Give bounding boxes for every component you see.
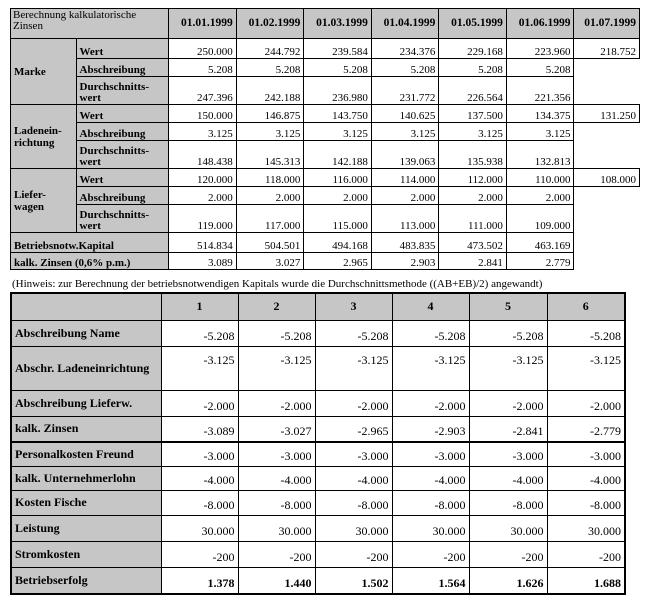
cell-value: 2.779 [506, 253, 574, 270]
table-row [11, 141, 640, 169]
row-label: Abschreibung Lieferw. [11, 390, 161, 416]
cell-value: 117.000 [236, 205, 304, 233]
cell-value: -3.125 [315, 346, 392, 390]
cell-value: 146.875 [236, 105, 304, 123]
row-label: Kosten Fische [11, 490, 161, 515]
cell-value: 3.027 [236, 253, 304, 270]
cell-value: -2.000 [469, 390, 547, 416]
cell-value: 113.000 [371, 205, 439, 233]
table-row [11, 346, 625, 390]
cell-value: -200 [161, 541, 238, 567]
row-label: Abschreibung [76, 59, 169, 77]
cell-value: 221.356 [506, 77, 574, 105]
empty-cell [574, 141, 640, 169]
cell-value: -4.000 [238, 466, 315, 490]
group-label: Liefer-wagen [11, 169, 77, 233]
table-row [11, 442, 625, 466]
cell-value: 114.000 [371, 169, 439, 187]
empty-cell [574, 205, 640, 233]
cell-value: 108.000 [574, 169, 640, 187]
row-label: Personalkosten Freund [11, 442, 161, 466]
cell-value: -2.000 [547, 390, 625, 416]
table-row [11, 77, 640, 105]
table-row [11, 253, 640, 270]
cell-value: -8.000 [238, 490, 315, 515]
table-row [11, 105, 640, 123]
cell-value: 247.396 [169, 77, 237, 105]
date-header: 01.06.1999 [506, 9, 574, 39]
cell-value: -4.000 [315, 466, 392, 490]
table-row [11, 39, 640, 59]
cell-value: 5.208 [371, 59, 439, 77]
cell-value: -2.841 [469, 416, 547, 442]
cell-value: -2.000 [238, 390, 315, 416]
method-note: (Hinweis: zur Berechnung der betriebsnotwendigen Kapitals wurde die Durchschnittsmethode ((AB+EB)/2) angewandt) [12, 278, 543, 290]
row-label: Abschreibung Name [11, 320, 161, 346]
cell-value: 112.000 [439, 169, 507, 187]
cell-value: 244.792 [236, 39, 304, 59]
table-row [11, 416, 625, 442]
cell-value: 250.000 [169, 39, 237, 59]
cell-value: 143.750 [304, 105, 372, 123]
cell-value: 142.188 [304, 141, 372, 169]
cell-value: -5.208 [315, 320, 392, 346]
cell-value: -8.000 [161, 490, 238, 515]
table-row [11, 205, 640, 233]
date-header-row [11, 9, 640, 39]
period-header: 4 [392, 293, 469, 320]
cell-value: 226.564 [439, 77, 507, 105]
cell-value: 145.313 [236, 141, 304, 169]
table-row [11, 466, 625, 490]
row-label: Leistung [11, 515, 161, 541]
cell-value: 2.841 [439, 253, 507, 270]
cell-value: 2.000 [371, 187, 439, 205]
cell-value: 463.169 [506, 233, 574, 253]
cell-value: 2.000 [169, 187, 237, 205]
table-row [11, 567, 625, 594]
cell-value: 1.626 [469, 567, 547, 594]
cell-value: 494.168 [304, 233, 372, 253]
date-header: 01.07.1999 [574, 9, 640, 39]
cell-value: 3.125 [371, 123, 439, 141]
row-label: Abschreibung [76, 187, 169, 205]
cell-value: 1.564 [392, 567, 469, 594]
cell-value: -4.000 [547, 466, 625, 490]
cell-value: -200 [392, 541, 469, 567]
cell-value: 120.000 [169, 169, 237, 187]
cell-value: 473.502 [439, 233, 507, 253]
cell-value: -3.000 [315, 442, 392, 466]
row-label: Abschreibung [76, 123, 169, 141]
cell-value: 116.000 [304, 169, 372, 187]
table-row [11, 320, 625, 346]
cell-value: 2.903 [371, 253, 439, 270]
interest-calculation-table [10, 8, 640, 270]
empty-cell [574, 187, 640, 205]
row-label: Stromkosten [11, 541, 161, 567]
cell-value: 150.000 [169, 105, 237, 123]
cell-value: 3.089 [169, 253, 237, 270]
operating-result-table [10, 292, 626, 595]
cell-value: 5.208 [506, 59, 574, 77]
cell-value: 223.960 [506, 39, 574, 59]
row-label: kalk. Unternehmerlohn [11, 466, 161, 490]
cell-value: 1.378 [161, 567, 238, 594]
cell-value: -8.000 [469, 490, 547, 515]
empty-cell [574, 253, 640, 270]
group-label: Ladenein-richtung [11, 105, 77, 169]
row-label: Wert [76, 105, 169, 123]
cell-value: -3.089 [161, 416, 238, 442]
cell-value: 229.168 [439, 39, 507, 59]
cell-value: -3.027 [238, 416, 315, 442]
date-header: 01.05.1999 [439, 9, 507, 39]
row-label: kalk. Zinsen (0,6% p.m.) [11, 253, 169, 270]
empty-cell [574, 123, 640, 141]
cell-value: 2.000 [236, 187, 304, 205]
row-label: Durchschnitts-wert [76, 77, 169, 105]
cell-value: 514.834 [169, 233, 237, 253]
cell-value: -3.000 [161, 442, 238, 466]
table-row [11, 515, 625, 541]
cell-value: -3.000 [469, 442, 547, 466]
cell-value: 134.375 [506, 105, 574, 123]
cell-value: 118.000 [236, 169, 304, 187]
empty-cell [574, 59, 640, 77]
cell-value: -5.208 [392, 320, 469, 346]
table-row [11, 59, 640, 77]
cell-value: -4.000 [469, 466, 547, 490]
cell-value: 2.000 [304, 187, 372, 205]
table-row [11, 233, 640, 253]
cell-value: 119.000 [169, 205, 237, 233]
cell-value: -2.903 [392, 416, 469, 442]
cell-value: 483.835 [371, 233, 439, 253]
cell-value: 137.500 [439, 105, 507, 123]
cell-value: -4.000 [161, 466, 238, 490]
cell-value: 2.965 [304, 253, 372, 270]
empty-cell [574, 77, 640, 105]
cell-value: -2.000 [315, 390, 392, 416]
cell-value: -8.000 [315, 490, 392, 515]
cell-value: 3.125 [169, 123, 237, 141]
cell-value: -200 [315, 541, 392, 567]
table-row [11, 123, 640, 141]
date-header: 01.01.1999 [169, 9, 237, 39]
period-header: 6 [547, 293, 625, 320]
cell-value: -2.000 [392, 390, 469, 416]
row-label: Abschr. Ladeneinrichtung [11, 346, 161, 390]
cell-value: 132.813 [506, 141, 574, 169]
cell-value: 239.584 [304, 39, 372, 59]
cell-value: -3.125 [392, 346, 469, 390]
table-row [11, 541, 625, 567]
cell-value: 1.440 [238, 567, 315, 594]
cell-value: 1.688 [547, 567, 625, 594]
cell-value: -8.000 [547, 490, 625, 515]
table-row [11, 187, 640, 205]
table-row [11, 390, 625, 416]
cell-value: -5.208 [238, 320, 315, 346]
group-label: Marke [11, 39, 77, 105]
cell-value: 115.000 [304, 205, 372, 233]
cell-value: -2.000 [161, 390, 238, 416]
cell-value: 131.250 [574, 105, 640, 123]
table-row [11, 169, 640, 187]
cell-value: 30.000 [547, 515, 625, 541]
period-header-row [11, 293, 625, 320]
cell-value: 30.000 [469, 515, 547, 541]
cell-value: 30.000 [392, 515, 469, 541]
period-header: 1 [161, 293, 238, 320]
cell-value: 30.000 [238, 515, 315, 541]
date-header: 01.03.1999 [304, 9, 372, 39]
cell-value: -2.965 [315, 416, 392, 442]
cell-value: -5.208 [469, 320, 547, 346]
date-header: 01.02.1999 [236, 9, 304, 39]
cell-value: 236.980 [304, 77, 372, 105]
cell-value: -200 [469, 541, 547, 567]
cell-value: 30.000 [161, 515, 238, 541]
cell-value: 3.125 [439, 123, 507, 141]
cell-value: 135.938 [439, 141, 507, 169]
cell-value: 148.438 [169, 141, 237, 169]
cell-value: -200 [547, 541, 625, 567]
cell-value: 139.063 [371, 141, 439, 169]
cell-value: 231.772 [371, 77, 439, 105]
row-label: Wert [76, 39, 169, 59]
period-header: 5 [469, 293, 547, 320]
table-row [11, 490, 625, 515]
header-corner [11, 293, 161, 320]
cell-value: 1.502 [315, 567, 392, 594]
cell-value: 30.000 [315, 515, 392, 541]
cell-value: -3.125 [238, 346, 315, 390]
cell-value: 242.188 [236, 77, 304, 105]
row-label: Durchschnitts-wert [76, 141, 169, 169]
cell-value: -2.779 [547, 416, 625, 442]
row-label: Betriebserfolg [11, 567, 161, 594]
cell-value: 5.208 [304, 59, 372, 77]
cell-value: 2.000 [506, 187, 574, 205]
cell-value: 5.208 [236, 59, 304, 77]
cell-value: 5.208 [439, 59, 507, 77]
cell-value: -3.000 [547, 442, 625, 466]
row-label: Betriebsnotw.Kapital [11, 233, 169, 253]
empty-cell [574, 233, 640, 253]
cell-value: 3.125 [304, 123, 372, 141]
row-label: Durchschnitts-wert [76, 205, 169, 233]
cell-value: -4.000 [392, 466, 469, 490]
cell-value: 234.376 [371, 39, 439, 59]
cell-value: 110.000 [506, 169, 574, 187]
cell-value: 218.752 [574, 39, 640, 59]
cell-value: 109.000 [506, 205, 574, 233]
cell-value: -3.125 [547, 346, 625, 390]
cell-value: 140.625 [371, 105, 439, 123]
cell-value: 111.000 [439, 205, 507, 233]
cell-value: 3.125 [506, 123, 574, 141]
cell-value: -200 [238, 541, 315, 567]
cell-value: -5.208 [547, 320, 625, 346]
cell-value: -5.208 [161, 320, 238, 346]
period-header: 3 [315, 293, 392, 320]
cell-value: 2.000 [439, 187, 507, 205]
cell-value: 5.208 [169, 59, 237, 77]
period-header: 2 [238, 293, 315, 320]
cell-value: 504.501 [236, 233, 304, 253]
date-header: 01.04.1999 [371, 9, 439, 39]
cell-value: -3.125 [469, 346, 547, 390]
cell-value: -8.000 [392, 490, 469, 515]
table-title: Berechnung kalkulatorische Zinsen [11, 9, 169, 39]
cell-value: -3.000 [238, 442, 315, 466]
cell-value: -3.000 [392, 442, 469, 466]
row-label: kalk. Zinsen [11, 416, 161, 442]
cell-value: -3.125 [161, 346, 238, 390]
row-label: Wert [76, 169, 169, 187]
cell-value: 3.125 [236, 123, 304, 141]
